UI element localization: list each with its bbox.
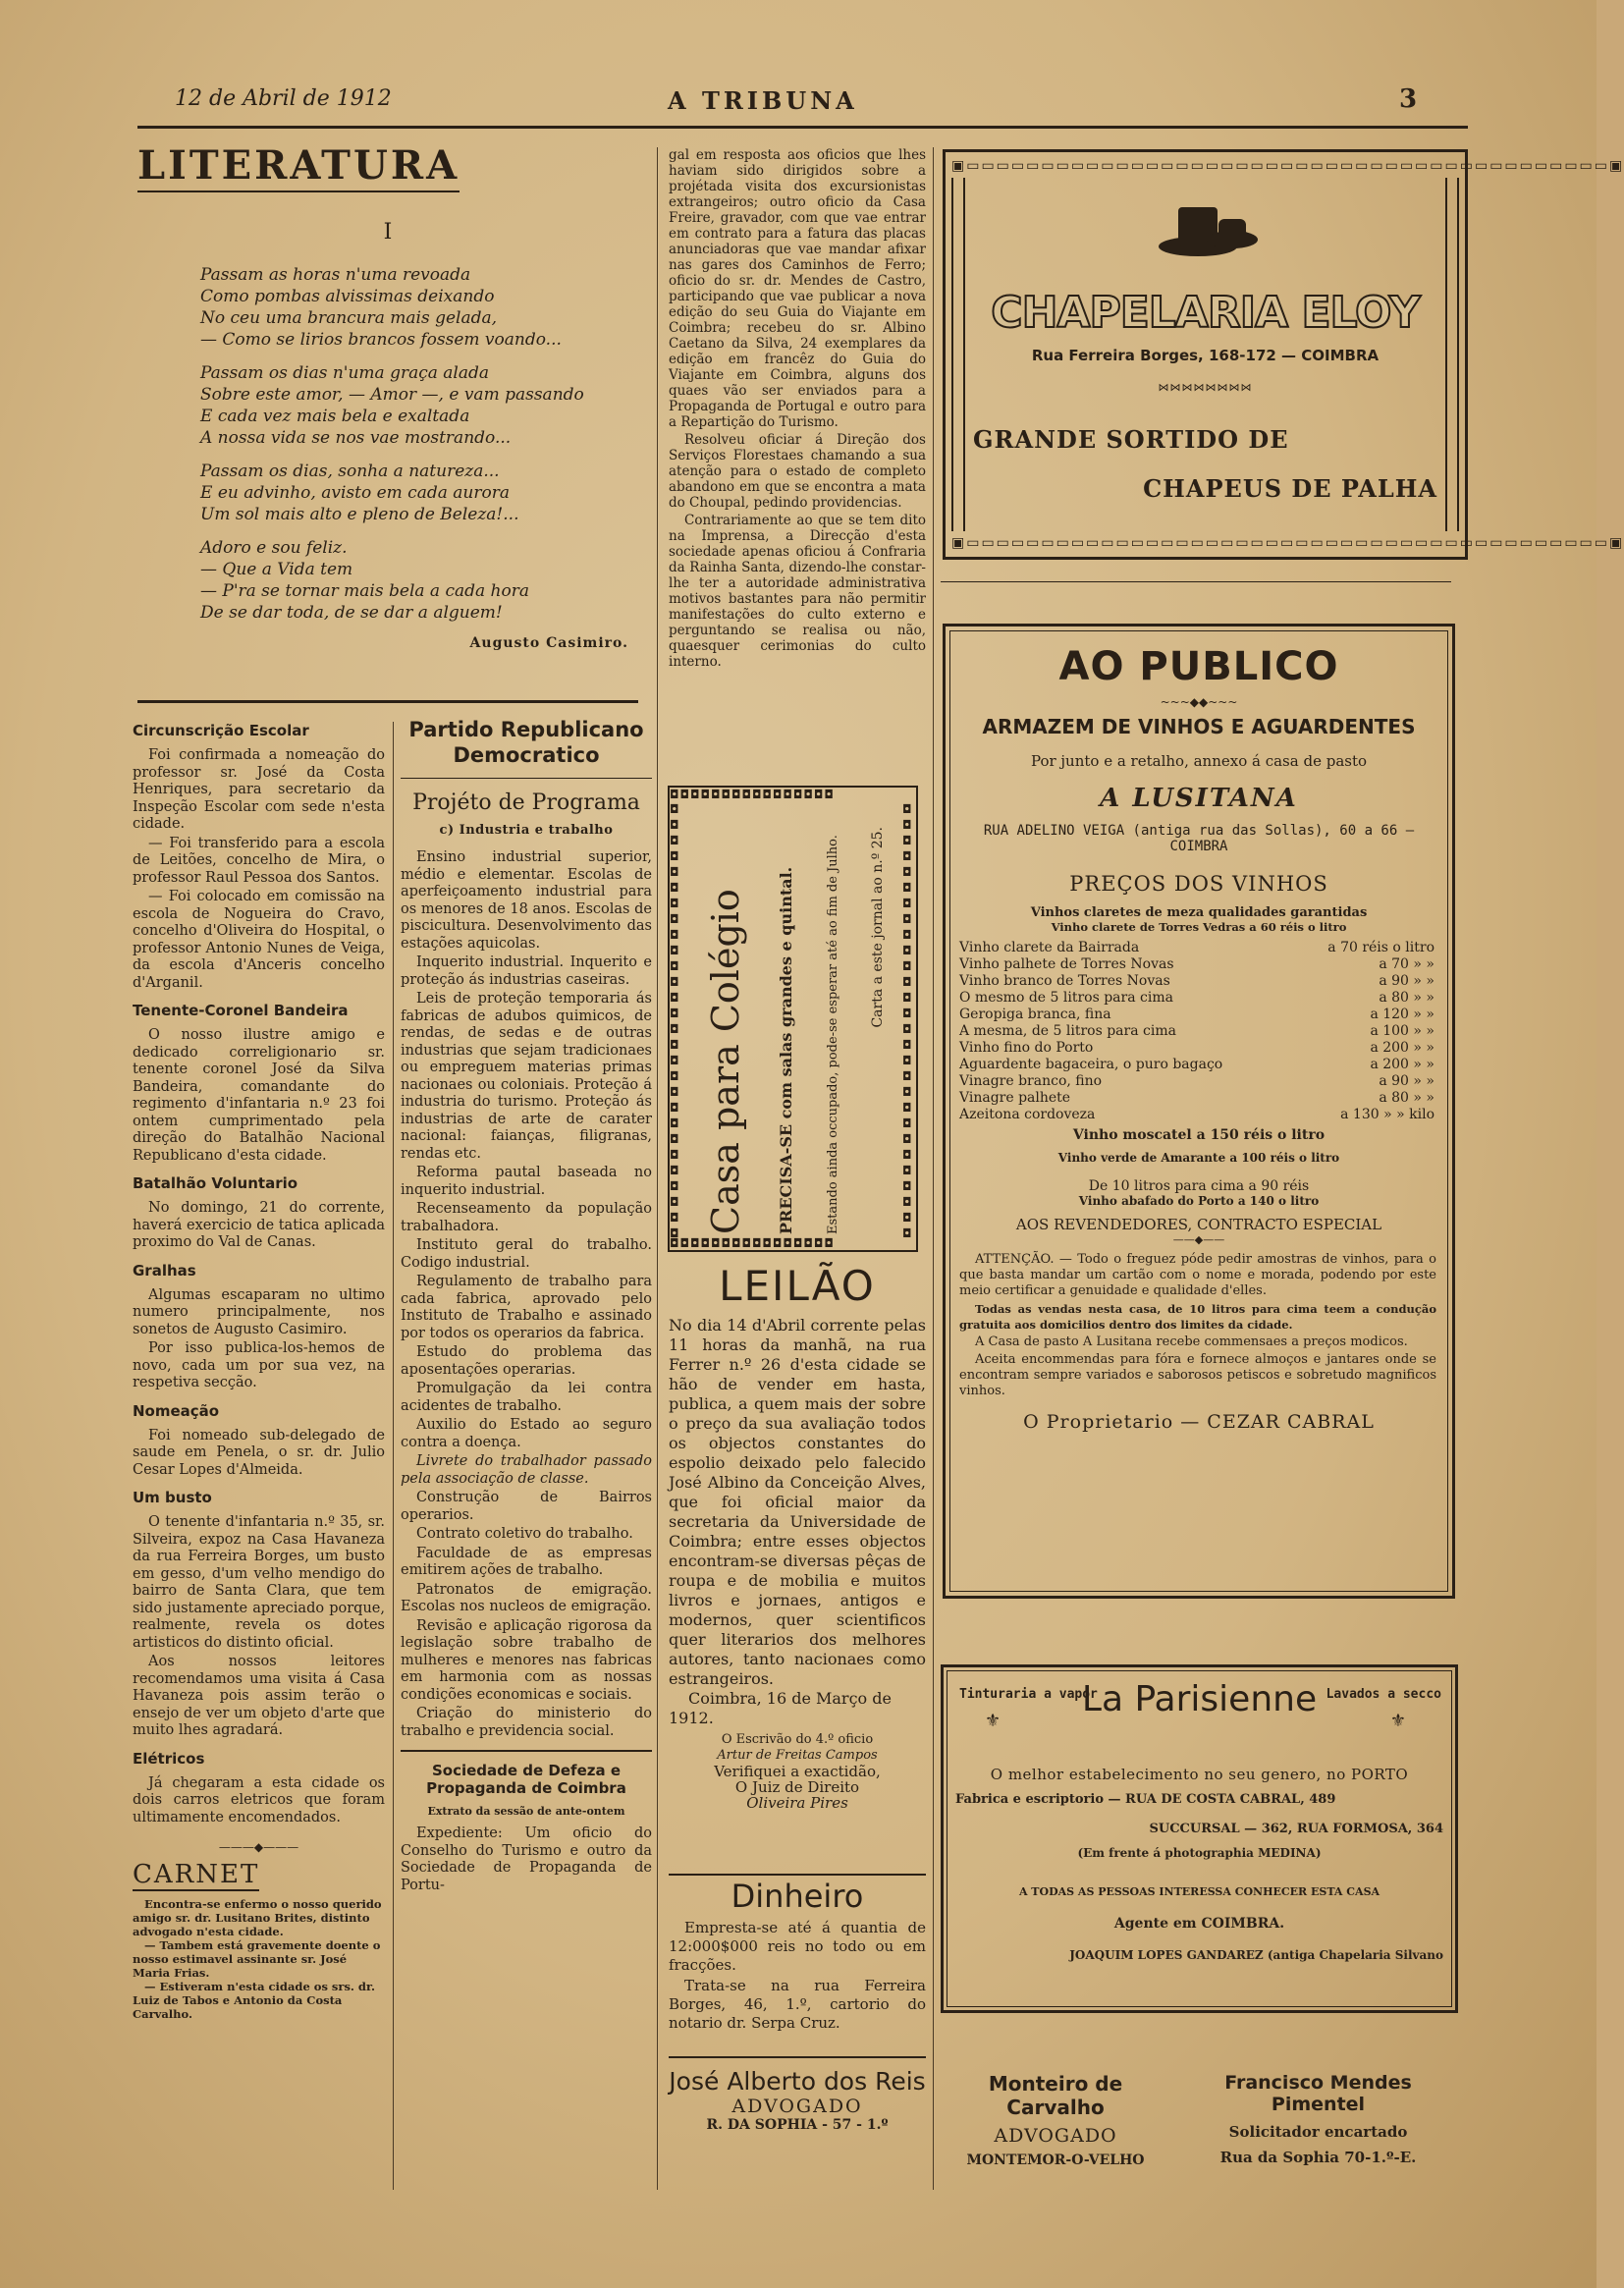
fleur-icon: ⚜ bbox=[985, 1711, 1001, 1731]
soc-subtitle: Extrato da sessão de ante-ontem bbox=[427, 1805, 625, 1818]
leilao-juiz-name: Oliveira Pires bbox=[746, 1794, 848, 1812]
poem bbox=[137, 264, 638, 624]
news-paragraph: Algumas escaparam no ultimo numero principalmente, nos sonetos de Augusto Casimiro. bbox=[133, 1286, 385, 1337]
price-row: Vinho fino do Porto a 200 » » bbox=[959, 1040, 1435, 1056]
publico-notes bbox=[946, 1246, 1452, 1399]
program-item: Reforma pautal baseada no inquerito industrial. bbox=[401, 1165, 652, 1198]
program-item: Revisão e aplicação rigorosa da legislação sobre trabalho de mulheres e menores nas fabricas em harmonia com as nossas condições economicas e sociais. bbox=[401, 1617, 652, 1703]
dinheiro-text2: Trata-se na rua Ferreira Borges, 46, 1.º, cartorio do notario dr. Serpa Cruz. bbox=[669, 1977, 926, 2032]
publico-house: A LUSITANA bbox=[1100, 784, 1298, 813]
news-item bbox=[133, 722, 385, 992]
news-heading: Um busto bbox=[133, 1489, 212, 1506]
parisienne-line3: SUCCURSAL — 362, RUA FORMOSA, 364 bbox=[1149, 1822, 1443, 1836]
publico-title: AO PUBLICO bbox=[1058, 644, 1339, 689]
eloy-border-right bbox=[1445, 178, 1459, 531]
dinheiro-title: Dinheiro bbox=[731, 1878, 864, 1915]
program-item: Construção de Bairros operarios. bbox=[401, 1490, 652, 1523]
carnet-title: CARNET bbox=[133, 1860, 260, 1889]
parisienne-line5: A TODAS AS PESSOAS INTERESSA CONHECER ESTA CASA bbox=[1018, 1885, 1380, 1898]
soc-paragraph: gal em resposta aos oficios que lhes haviam sido dirigidos sobre a projétada visita dos excursionistas extrangeiros; outro oficio da Casa Freire, gravador, com que vae entrar em contrato para a fatura das placas anunciadoras que vae mandar afixar nas gares dos Caminhos de Ferro; oficio do sr. dr. Mendes de Castro, participando que vae publicar a nova edição do seu Guia do Viajante em Coimbra; recebeu do sr. Albino Caetano da Silva, 24 exemplares da edição em francêz do Guia do Viajante em Coimbra, alguns dos quaes vão ser enviados para a Propaganda de Portugal e outro para a Repartição do Turismo. bbox=[669, 147, 926, 430]
issue-date: 12 de Abril de 1912 bbox=[175, 86, 392, 111]
literatura-title: LITERATURA bbox=[137, 142, 460, 192]
literatura-rule bbox=[137, 700, 638, 703]
news-heading: Tenente-Coronel Bandeira bbox=[133, 1002, 349, 1019]
soc-paragraph: Resolveu oficiar á Direção dos Serviços Florestaes chamando a sua atenção para o estado de completo abandono em que se encontra a mata do Choupal, pedindo providencias. bbox=[669, 432, 926, 511]
pimentel-name: Francisco Mendes Pimentel bbox=[1224, 2072, 1412, 2115]
poem-stanza: Passam os dias, sonha a natureza... E eu advinho, avisto em cada aurora Um sol mais alto e pleno de Beleza!... bbox=[200, 462, 519, 524]
poem-stanza: Adoro e sou feliz. — Que a Vida tem — P'ra se tornar mais bela a cada hora De se dar toda, de se dar a alguem! bbox=[200, 538, 529, 623]
program-item: Livrete do trabalhador passado pela associação de classe. bbox=[401, 1453, 652, 1487]
program-item: Ensino industrial superior, médio e elementar. Escolas de aperfeiçoamento industrial para os menores de 18 anos. Escolas de piscicultura. Desenvolvimento das estações aquicolas. bbox=[401, 849, 652, 952]
publico-torres: Vinho clarete de Torres Vedras a 60 réis o litro bbox=[1051, 920, 1347, 934]
program-item: Instituto geral do trabalho. Codigo industrial. bbox=[401, 1237, 652, 1271]
price-row: Aguardente bagaceira, o puro bagaço a 200 » » bbox=[959, 1057, 1435, 1072]
news-column-3 bbox=[669, 147, 926, 672]
program-item: Criação do ministerio do trabalho e previdencia social. bbox=[401, 1706, 652, 1739]
news-item bbox=[133, 1489, 385, 1740]
colegio-line3: Carta a este jornal ao n.º 25. bbox=[869, 827, 886, 1028]
party-title: Partido Republicano Democratico bbox=[408, 718, 644, 767]
dinheiro-text: Empresta-se até á quantia de 12:000$000 reis no todo ou em fracções. bbox=[669, 1919, 926, 1974]
parisienne-line4: (Em frente á photographia MEDINA) bbox=[1077, 1846, 1322, 1860]
price-row: O mesmo de 5 litros para cima a 80 » » bbox=[959, 990, 1435, 1006]
eloy-border-bottom: ▣▭▭▭▭▭▭▭▭▭▭▭▭▭▭▭▭▭▭▭▭▭▭▭▭▭▭▭▭▭▭▭▭▭▭▭▭▭▭▭▭▭▭▭▣ bbox=[951, 535, 1624, 551]
publico-ornament: ~~~◆◆~~~ bbox=[1160, 695, 1238, 709]
news-paragraph: — Foi colocado em comissão na escola de Nogueira do Cravo, concelho d'Oliveira do Hospital, o professor Antonio Nunes de Veiga, da escola d'Anceris concelho d'Arganil. bbox=[133, 889, 385, 991]
hat-icon bbox=[1154, 195, 1262, 264]
publico-ornament2: ——◆—— bbox=[1172, 1233, 1225, 1246]
colegio-ad bbox=[668, 786, 918, 1252]
publico-owner: O Proprietario — CEZAR CABRAL bbox=[1023, 1411, 1375, 1433]
colegio-border-bottom: ◘◘◘◘◘◘◘◘◘◘◘◘◘◘◘◘ bbox=[670, 1236, 835, 1250]
news-paragraph: O nosso ilustre amigo e dedicado correligionario sr. tenente coronel José da Silva Bandeira, comandante do regimento d'infantaria n.º 23 foi ontem cumprimentado pela direção do Batalhão Nacional Republicano d'esta cidade. bbox=[133, 1027, 385, 1164]
monteiro-place: MONTEMOR-O-VELHO bbox=[966, 2152, 1145, 2168]
program-item: Patronatos de emigração. Escolas nos nucleos de emigração. bbox=[401, 1581, 652, 1614]
program-item: Contrato coletivo do trabalho. bbox=[416, 1526, 633, 1542]
monteiro-name: Monteiro de Carvalho bbox=[988, 2072, 1123, 2119]
soc-paragraph: Contrariamente ao que se tem dito na Imprensa, a Direcção d'esta sociedade apenas oficiou á Confraria da Rainha Santa, dizendo-lhe constar-lhe ter a autoridade administrativa motivos bastantes para não permitir manifestações do culto externo e perguntando se realisa ou não, quaesquer cerimonias do culto interno. bbox=[669, 513, 926, 670]
eloy-rule bbox=[941, 581, 1451, 582]
price-row: Geropiga branca, fina a 120 » » bbox=[959, 1007, 1435, 1022]
leilao-text: No dia 14 d'Abril corrente pelas 11 horas da manhã, na rua Ferrer n.º 26 d'esta cidade se hão de vender em hasta, publica, a quem mais der sobre o preço da sua avaliação todos os objectos constantes do espolio deixado pelo falecido José Albino da Conceição Alves, que foi oficial maior da secretaria da Universidade de Coimbra; entre esses objectos encontram-se diversas pêças de roupa e de mobilia e muitos livros e jornaes, antigos e modernos, quer scientificos quer literarios dos melhores autores, tanto nacionaes como estrangeiros. bbox=[669, 1316, 926, 1688]
news-item bbox=[133, 1174, 385, 1252]
colegio-title: Casa para Colégio bbox=[704, 889, 748, 1234]
publico-ad bbox=[943, 624, 1455, 1599]
eloy-ad bbox=[943, 149, 1624, 560]
dinheiro-ad bbox=[669, 1878, 926, 2035]
soc-continuation bbox=[669, 147, 926, 670]
news-column-1 bbox=[133, 712, 385, 2021]
publico-abafado: Vinho abafado do Porto a 140 o litro bbox=[1078, 1194, 1320, 1208]
parisienne-line7: JOAQUIM LOPES GANDAREZ (antiga Chapelaria Silvano bbox=[1069, 1948, 1443, 1962]
column-rule-2 bbox=[657, 147, 658, 2190]
pimentel-card bbox=[1178, 2072, 1458, 2166]
leilao-ad bbox=[669, 1262, 926, 1811]
column-rule-1 bbox=[393, 722, 394, 2190]
program-item: Inquerito industrial. Inquerito e proteção ás industrias caseiras. bbox=[401, 954, 652, 988]
party-rule bbox=[401, 778, 652, 779]
publico-addr: RUA ADELINO VEIGA (antiga rua das Sollas), 60 a 66 — COIMBRA bbox=[983, 823, 1415, 854]
news-paragraph: — Foi transferido para a escola de Leitões, concelho de Mira, o professor Raul Pessoa dos Santos. bbox=[133, 835, 385, 886]
publico-revend: AOS REVENDEDORES, CONTRACTO ESPECIAL bbox=[1015, 1216, 1382, 1233]
colegio-rotated bbox=[689, 807, 900, 1234]
program-item: Faculdade de as empresas emitirem ações de trabalho. bbox=[401, 1545, 652, 1578]
monteiro-card bbox=[943, 2072, 1168, 2168]
colegio-border-right: ◘◘◘◘◘◘◘◘◘◘◘◘◘◘◘◘◘◘◘◘◘◘◘◘◘◘◘◘ bbox=[902, 802, 912, 1240]
poem-author: Augusto Casimiro. bbox=[469, 635, 628, 651]
eloy-line2: CHAPEUS DE PALHA bbox=[1143, 474, 1437, 503]
poem-stanza: Passam as horas n'uma revoada Como pombas alvissimas deixando No ceu uma brancura mais gelada, — Como se lirios brancos fossem voando... bbox=[200, 265, 562, 350]
price-row: Vinho palhete de Torres Novas a 70 » » bbox=[959, 956, 1435, 972]
parisienne-right: Lavados a secco bbox=[1326, 1687, 1441, 1702]
news-heading: Batalhão Voluntario bbox=[133, 1174, 298, 1192]
colegio-line1: PRECISA-SE com salas grandes e quintal. bbox=[777, 866, 796, 1234]
program-item: Leis de proteção temporaria ás fabricas de adubos quimicos, de rendas, de sedas e de outras industrias que sejam tradicionaes ou empreguem materias primas nacionaes ou coloniais. Proteção á industria do turismo. Proteção ás industrias de arte de carater nacional: faianças, filigranas, rendas etc. bbox=[401, 991, 652, 1162]
masthead-title: A TRIBUNA bbox=[668, 86, 858, 115]
leilao-title: LEILÃO bbox=[719, 1262, 876, 1310]
pimentel-addr: Rua da Sophia 70-1.º-E. bbox=[1219, 2149, 1417, 2166]
page-number: 3 bbox=[1399, 84, 1418, 114]
price-row: Azeitona cordoveza a 130 » » kilo bbox=[959, 1107, 1435, 1122]
carnet-item: — Tambem está gravemente doente o nosso estimavel assinante sr. José Maria Frias. bbox=[133, 1938, 381, 1980]
poem-numeral: I bbox=[383, 220, 393, 245]
dinheiro-rule bbox=[669, 2056, 926, 2058]
news-paragraph: Foi nomeado sub-delegado de saude em Penela, o sr. dr. Julio Cesar Lopes d'Almeida. bbox=[133, 1427, 385, 1478]
reis-role: ADVOGADO bbox=[731, 2096, 863, 2117]
carnet-item: — Estiveram n'esta cidade os srs. dr. Luiz de Tabos e Antonio da Costa Carvalho. bbox=[133, 1980, 375, 2021]
poem-stanza: Passam os dias n'uma graça alada Sobre este amor, — Amor —, e vam passando E cada vez mais bela e exaltada A nossa vida se nos vae mostrando... bbox=[200, 363, 584, 448]
price-row: Vinho branco de Torres Novas a 90 » » bbox=[959, 973, 1435, 989]
news-column-2 bbox=[401, 717, 652, 1896]
soc-title: Sociedade de Defeza e Propaganda de Coimbra bbox=[426, 1762, 626, 1797]
eloy-name: CHAPELARIA ELOY bbox=[991, 288, 1420, 338]
program-text bbox=[401, 849, 652, 1740]
literatura-section bbox=[137, 142, 638, 651]
publico-atencao: ATTENÇÃO. — Todo o freguez póde pedir amostras de vinhos, para o que basta mandar um cartão com o nome e morada, podendo por este meio certificar a genuidade e qualidade d'elles. bbox=[959, 1252, 1436, 1298]
program-item: Auxilio do Estado ao seguro contra a doença. bbox=[401, 1417, 652, 1450]
leilao-rule bbox=[669, 1874, 926, 1876]
publico-moscatel: Vinho moscatel a 150 réis o litro bbox=[1072, 1127, 1326, 1143]
leilao-verif: Verifiquei a exactidão, bbox=[714, 1763, 881, 1780]
leilao-place: Coimbra, 16 de Março de 1912. bbox=[669, 1689, 892, 1727]
publico-aceita: Aceita encommendas para fóra e fornece almoços e jantares onde se encontram sempre variados e saborosos petiscos e sobretudo magnificos vinhos. bbox=[959, 1352, 1436, 1398]
program-title: Projéto de Programa bbox=[412, 790, 640, 815]
program-item: Estudo do problema das aposentações operarias. bbox=[401, 1344, 652, 1378]
news-heading: Gralhas bbox=[133, 1261, 196, 1280]
eloy-border-top: ▣▭▭▭▭▭▭▭▭▭▭▭▭▭▭▭▭▭▭▭▭▭▭▭▭▭▭▭▭▭▭▭▭▭▭▭▭▭▭▭▭▭▭▭▣ bbox=[951, 158, 1624, 174]
publico-precos: PREÇOS DOS VINHOS bbox=[1069, 872, 1328, 896]
price-row: A mesma, de 5 litros para cima a 100 » » bbox=[959, 1023, 1435, 1039]
leilao-escrivao: O Escrivão do 4.º oficio bbox=[721, 1732, 874, 1747]
parisienne-name: La Parisienne bbox=[1081, 1679, 1318, 1719]
news-heading: Circunscrição Escolar bbox=[133, 722, 309, 739]
price-list bbox=[946, 934, 1452, 1123]
reis-name: José Alberto dos Reis bbox=[669, 2067, 926, 2096]
eloy-addr: Rua Ferreira Borges, 168-172 — COIMBRA bbox=[1031, 347, 1380, 364]
news-paragraph: O tenente d'infantaria n.º 35, sr. Silveira, expoz na Casa Havaneza da rua Ferreira Borges, um busto em gesso, d'um velho mendigo do bairro de Santa Clara, que tem sido justamente apreciado porque, realmente, revela os dotes artisticos do distinto oficial. bbox=[133, 1514, 385, 1651]
program-item: Promulgação da lei contra acidentes de trabalho. bbox=[401, 1381, 652, 1414]
program-item: Recenseamento da população trabalhadora. bbox=[401, 1201, 652, 1234]
news-item bbox=[133, 1262, 385, 1392]
ornament-divider: ———◆——— bbox=[218, 1840, 299, 1854]
parisienne-line6: Agente em COIMBRA. bbox=[1113, 1916, 1285, 1932]
column-rule-3 bbox=[933, 147, 934, 2190]
colegio-border-top: ◘◘◘◘◘◘◘◘◘◘◘◘◘◘◘◘ bbox=[670, 788, 835, 801]
publico-sub2: Por junto e a retalho, annexo á casa de pasto bbox=[1030, 752, 1368, 770]
parisienne-line1: O melhor estabelecimento no seu genero, no PORTO bbox=[990, 1766, 1409, 1783]
pimentel-role: Solicitador encartado bbox=[1228, 2123, 1408, 2141]
news-paragraph: Já chegaram a esta cidade os dois carros eletricos que foram ultimamente encomendados. bbox=[133, 1774, 385, 1825]
eloy-ornament: ⋈⋈⋈⋈⋈⋈⋈⋈ bbox=[1158, 381, 1253, 394]
publico-amarante: Vinho verde de Amarante a 100 réis o litro bbox=[1057, 1151, 1340, 1165]
soc-rule bbox=[401, 1750, 652, 1752]
news-item bbox=[133, 1002, 385, 1165]
eloy-line1: GRANDE SORTIDO DE bbox=[973, 425, 1289, 454]
program-item: Regulamento de trabalho para cada fabrica, aprovado pelo Instituto de Trabalho e assinado por todos os operarios da fabrica. bbox=[401, 1274, 652, 1341]
carnet-item: Encontra-se enfermo o nosso querido amigo sr. dr. Lusitano Brites, distinto advogado n'esta cidade. bbox=[133, 1897, 382, 1938]
publico-dez: De 10 litros para cima a 90 réis bbox=[1088, 1178, 1310, 1194]
publico-casa: A Casa de pasto A Lusitana recebe commensaes a preços modicos. bbox=[975, 1335, 1408, 1349]
reis-addr: R. DA SOPHIA - 57 - 1.º bbox=[706, 2117, 889, 2133]
publico-claretes: Vinhos claretes de meza qualidades garantidas bbox=[1030, 905, 1368, 920]
news-heading: Elétricos bbox=[133, 1749, 205, 1768]
fleur-icon: ⚜ bbox=[1389, 1711, 1406, 1731]
header-rule bbox=[137, 126, 1468, 129]
news-paragraph: Por isso publica-los-hemos de novo, cada um por sua vez, na respetiva secção. bbox=[133, 1340, 385, 1390]
news-item bbox=[133, 1402, 385, 1480]
news-paragraph: Aos nossos leitores recomendamos uma visita á Casa Havaneza pois assim terão o ensejo de ver um objeto d'arte que muito lhes agradará. bbox=[133, 1654, 385, 1738]
reis-card bbox=[669, 2067, 926, 2133]
leilao-escrivao-name: Artur de Freitas Campos bbox=[717, 1748, 878, 1763]
leilao-juiz: O Juiz de Direito bbox=[734, 1778, 860, 1796]
soc-text: Expediente: Um oficio do Conselho do Turismo e outro da Sociedade de Propaganda de Portu- bbox=[401, 1825, 652, 1893]
colegio-line2: Estando ainda occupado, pode-se esperar até ao fim de Julho. bbox=[825, 835, 840, 1234]
monteiro-role: ADVOGADO bbox=[994, 2125, 1117, 2147]
publico-sub: ARMAZEM DE VINHOS E AGUARDENTES bbox=[982, 715, 1416, 738]
parisienne-line2: Fabrica e escriptorio — RUA DE COSTA CABRAL, 489 bbox=[955, 1792, 1336, 1807]
parisienne-ad bbox=[941, 1664, 1458, 2013]
parisienne-left: Tinturaria a vapor bbox=[959, 1687, 1098, 1702]
carnet-text bbox=[133, 1897, 385, 2021]
news-paragraph: Foi confirmada a nomeação do professor sr. José da Costa Henriques, para secretario da Inspeção Escolar com sede n'esta cidade. bbox=[133, 747, 385, 832]
news-paragraph: No domingo, 21 do corrente, haverá exercicio de tatica aplicada proximo do Val de Canas. bbox=[133, 1200, 385, 1250]
program-subtitle: c) Industria e trabalho bbox=[439, 823, 614, 838]
news-heading: Nomeação bbox=[133, 1401, 220, 1420]
news-item bbox=[133, 1750, 385, 1827]
colegio-border-left: ◘◘◘◘◘◘◘◘◘◘◘◘◘◘◘◘◘◘◘◘◘◘◘◘◘◘◘◘ bbox=[670, 802, 679, 1240]
price-row: Vinagre branco, fino a 90 » » bbox=[959, 1073, 1435, 1089]
price-row: Vinagre palhete a 80 » » bbox=[959, 1090, 1435, 1106]
price-row: Vinho clarete da Bairrada a 70 réis o litro bbox=[959, 940, 1435, 955]
eloy-border-left bbox=[951, 178, 965, 531]
publico-vendas: Todas as vendas nesta casa, de 10 litros para cima teem a condução gratuita aos domicilios dentro dos limites da cidade. bbox=[959, 1302, 1436, 1332]
